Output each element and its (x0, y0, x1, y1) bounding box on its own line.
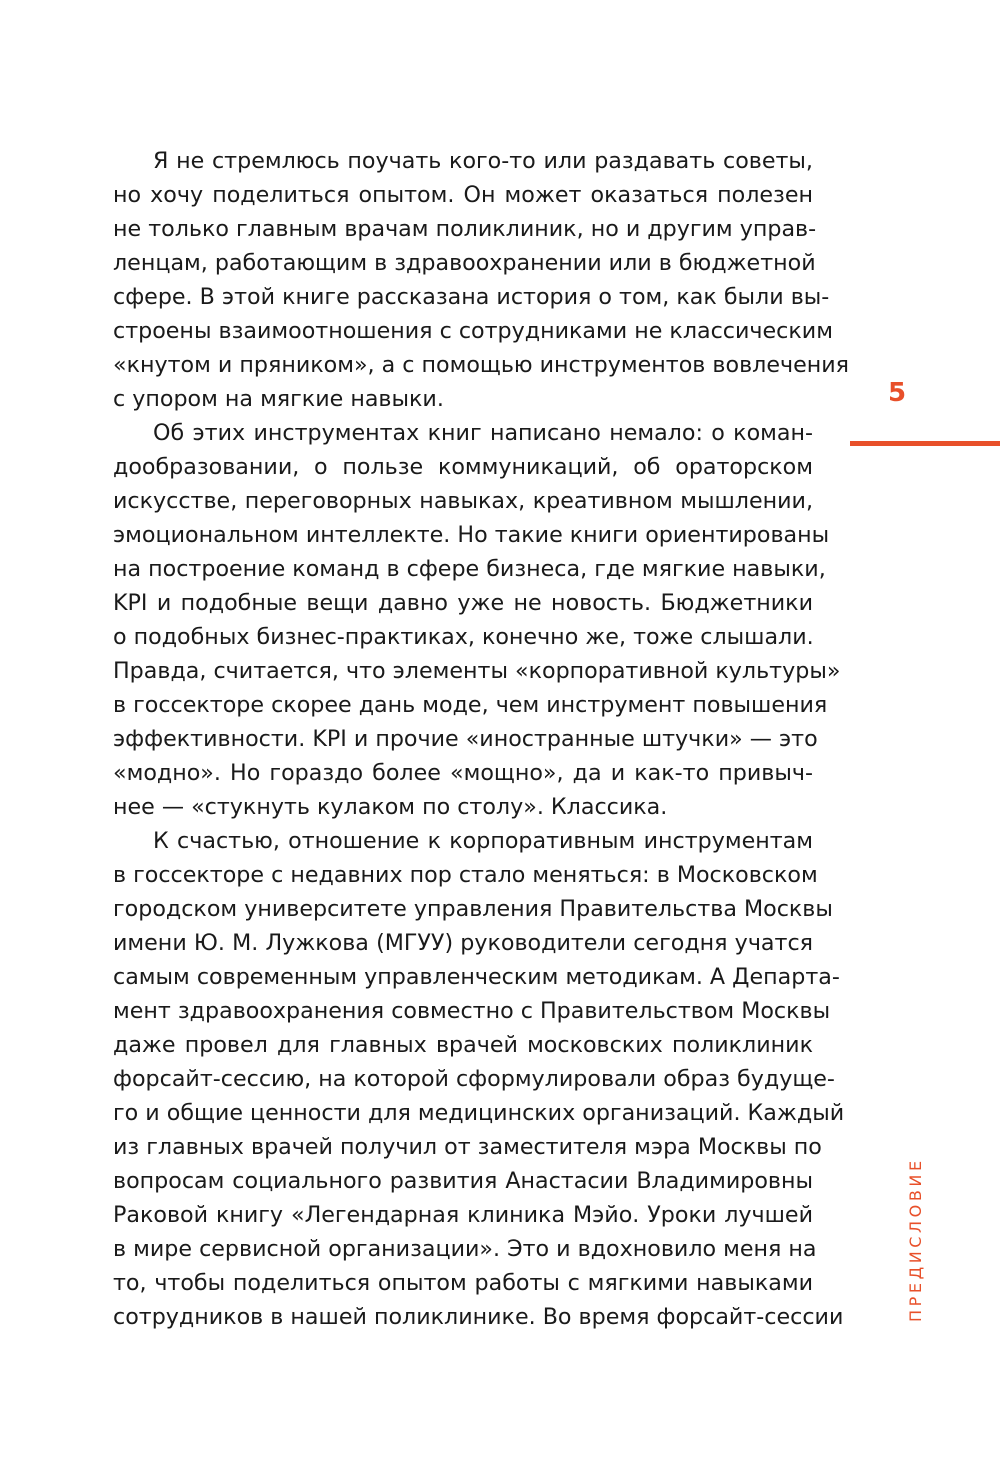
text-line: Я не стремлюсь поучать кого-то или раздавать советы, (153, 148, 813, 174)
text-line: имени Ю. М. Лужкова (МГУУ) руководители сегодня учатся (113, 930, 813, 956)
text-line: из главных врачей получил от заместителя мэра Москвы по (113, 1134, 822, 1160)
text-line: вопросам социального развития Анастасии Владимировны (113, 1168, 813, 1194)
text-line: К счастью, отношение к корпоративным инструментам (153, 828, 813, 854)
text-line: но хочу поделиться опытом. Он может оказаться полезен (113, 182, 813, 208)
text-line: сфере. В этой книге рассказана история о том, как были вы- (113, 284, 830, 310)
text-line: «кнутом и пряником», а с помощью инструментов вовлечения (113, 352, 850, 378)
text-line: в госсекторе скорее дань моде, чем инструмент повышения (113, 692, 828, 718)
text-line: в госсекторе с недавних пор стало меняться: в Московском (113, 862, 818, 888)
page-number-rule (850, 441, 1000, 446)
text-line: самым современным управленческим методикам. А Департа- (113, 964, 840, 990)
text-line: с упором на мягкие навыки. (113, 386, 444, 412)
text-line: то, чтобы поделиться опытом работы с мягкими навыками (113, 1270, 813, 1296)
text-line: даже провел для главных врачей московских поликлиник (113, 1032, 813, 1058)
text-line: ленцам, работающим в здравоохранении или в бюджетной (113, 250, 816, 276)
text-line: эффективности. KPI и прочие «иностранные штучки» — это (113, 726, 818, 752)
text-line: Раковой книгу «Легендарная клиника Мэйо. Уроки лучшей (113, 1202, 813, 1228)
text-line: сотрудников в нашей поликлинике. Во время форсайт-сессии (113, 1304, 844, 1330)
text-line: эмоциональном интеллекте. Но такие книги ориентированы (113, 522, 830, 548)
paragraph-2 (113, 416, 841, 824)
text-line: на построение команд в сфере бизнеса, где мягкие навыки, (113, 556, 826, 582)
text-line: Об этих инструментах книг написано немало: о коман- (153, 420, 813, 446)
page-number: 5 (888, 378, 907, 408)
text-line: не только главным врачам поликлиник, но и другим управ- (113, 216, 817, 242)
text-line: о подобных бизнес-практиках, конечно же, тоже слышали. (113, 624, 814, 650)
text-line: нее — «стукнуть кулаком по столу». Классика. (113, 794, 668, 820)
paragraph-3 (113, 824, 845, 1334)
text-line: «модно». Но гораздо более «мощно», да и как-то привыч- (113, 760, 813, 786)
paragraph-1 (113, 144, 850, 416)
text-line: мент здравоохранения совместно с Правительством Москвы (113, 998, 831, 1024)
body-text (113, 144, 850, 1334)
text-line: городском университете управления Правительства Москвы (113, 896, 833, 922)
text-line: форсайт-сессию, на которой сформулировали образ будуще- (113, 1066, 835, 1092)
text-line: Правда, считается, что элементы «корпоративной культуры» (113, 658, 841, 684)
text-line: строены взаимоотношения с сотрудниками не классическим (113, 318, 833, 344)
text-line: KPI и подобные вещи давно уже не новость. Бюджетники (113, 590, 813, 616)
text-line: го и общие ценности для медицинских организаций. Каждый (113, 1100, 845, 1126)
text-line: искусстве, переговорных навыках, креативном мышлении, (113, 488, 813, 514)
running-head: ПРЕДИСЛОВИЕ (906, 1157, 925, 1322)
text-line: дообразовании, о пользе коммуникаций, об ораторском (113, 454, 813, 480)
text-line: в мире сервисной организации». Это и вдохновило меня на (113, 1236, 817, 1262)
